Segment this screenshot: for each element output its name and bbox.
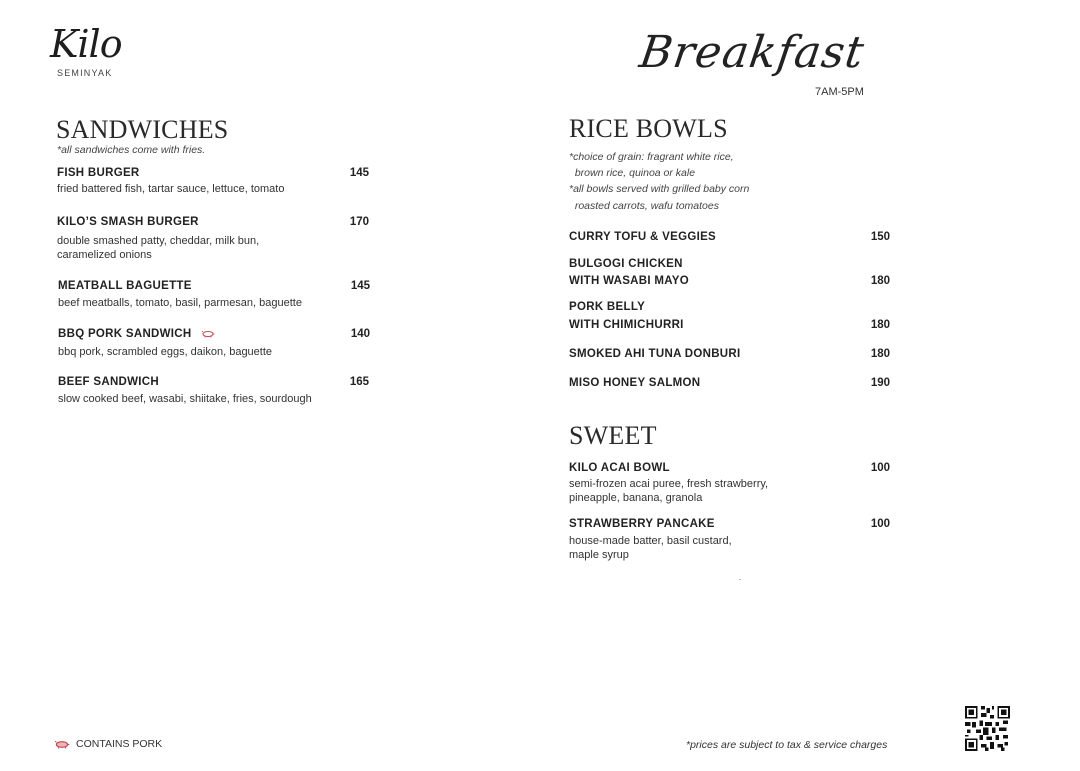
pig-icon (54, 740, 70, 749)
menu-item-desc: caramelized onions (57, 249, 152, 261)
kilo-logo: Kilo (50, 22, 122, 66)
rice-bowls-note: roasted carrots, wafu tomatoes (569, 200, 719, 212)
menu-item-desc: double smashed patty, cheddar, milk bun, (57, 235, 260, 247)
menu-item-name: BULGOGI CHICKEN (569, 258, 683, 270)
menu-item-price: 150 (870, 231, 890, 243)
section-title-sandwiches: SANDWICHES (56, 115, 229, 144)
legend-label: CONTAINS PORK (76, 738, 163, 750)
menu-item-price: 140 (350, 328, 370, 340)
menu-item-desc: bbq pork, scrambled eggs, daikon, baguette (58, 346, 273, 358)
menu-item-name: FISH BURGER (57, 167, 140, 179)
menu-item-desc: fried battered fish, tartar sauce, lettuce, tomato (57, 183, 285, 195)
menu-item-price: 180 (870, 348, 890, 360)
qr-code-icon[interactable] (965, 706, 1010, 751)
menu-item-desc: beef meatballs, tomato, basil, parmesan, baguette (58, 297, 302, 309)
pig-icon (201, 330, 215, 338)
menu-item-desc: slow cooked beef, wasabi, shiitake, fries, sourdough (58, 393, 312, 405)
menu-item-desc: pineapple, banana, granola (569, 492, 703, 504)
menu-item-name: PORK BELLY (569, 301, 646, 313)
menu-item-name (58, 326, 215, 344)
menu-item-name: KILO ACAI BOWL (569, 462, 670, 474)
sandwiches-note: *all sandwiches come with fries. (57, 144, 206, 156)
rice-bowls-note: *choice of grain: fragrant white rice, (569, 151, 734, 163)
rice-bowls-note: *all bowls served with grilled baby corn (569, 183, 750, 195)
menu-item-desc: maple syrup (569, 549, 629, 561)
menu-item-name: CURRY TOFU & VEGGIES (569, 231, 717, 243)
menu-item-price: 190 (870, 377, 890, 389)
menu-item-desc: house-made batter, basil custard, (569, 535, 732, 547)
rice-bowls-note: brown rice, quinoa or kale (569, 167, 696, 179)
menu-item-price: 165 (349, 376, 369, 388)
stray-mark (739, 579, 741, 580)
menu-item-name: SMOKED AHI TUNA DONBURI (569, 348, 741, 360)
menu-item-desc: semi-frozen acai puree, fresh strawberry, (569, 478, 769, 490)
menu-item-name: BEEF SANDWICH (58, 376, 160, 388)
menu-item-price: 145 (350, 280, 370, 292)
location-label: SEMINYAK (57, 68, 113, 78)
menu-item-price: 145 (349, 167, 369, 179)
menu-item-price: 100 (870, 518, 890, 530)
price-disclaimer: *prices are subject to tax & service charges (686, 739, 888, 751)
menu-item-name: STRAWBERRY PANCAKE (569, 518, 715, 530)
menu-item-price: 180 (870, 275, 890, 287)
menu-item-price: 100 (870, 462, 890, 474)
menu-item-name: MISO HONEY SALMON (569, 377, 701, 389)
section-title-rice-bowls: RICE BOWLS (569, 114, 728, 143)
menu-item-name: KILO’S SMASH BURGER (57, 216, 199, 228)
menu-item-name: WITH CHIMICHURRI (569, 319, 684, 331)
menu-item-name: WITH WASABI MAYO (569, 275, 690, 287)
menu-hours: 7AM-5PM (815, 86, 864, 98)
menu-item-price: 170 (349, 216, 369, 228)
menu-item-label: BBQ PORK SANDWICH (58, 328, 192, 340)
legend-contains-pork (54, 738, 162, 750)
section-title-sweet: SWEET (569, 421, 657, 450)
menu-item-price: 180 (870, 319, 890, 331)
menu-title: Breakfast (636, 27, 868, 78)
menu-item-name: MEATBALL BAGUETTE (58, 280, 192, 292)
